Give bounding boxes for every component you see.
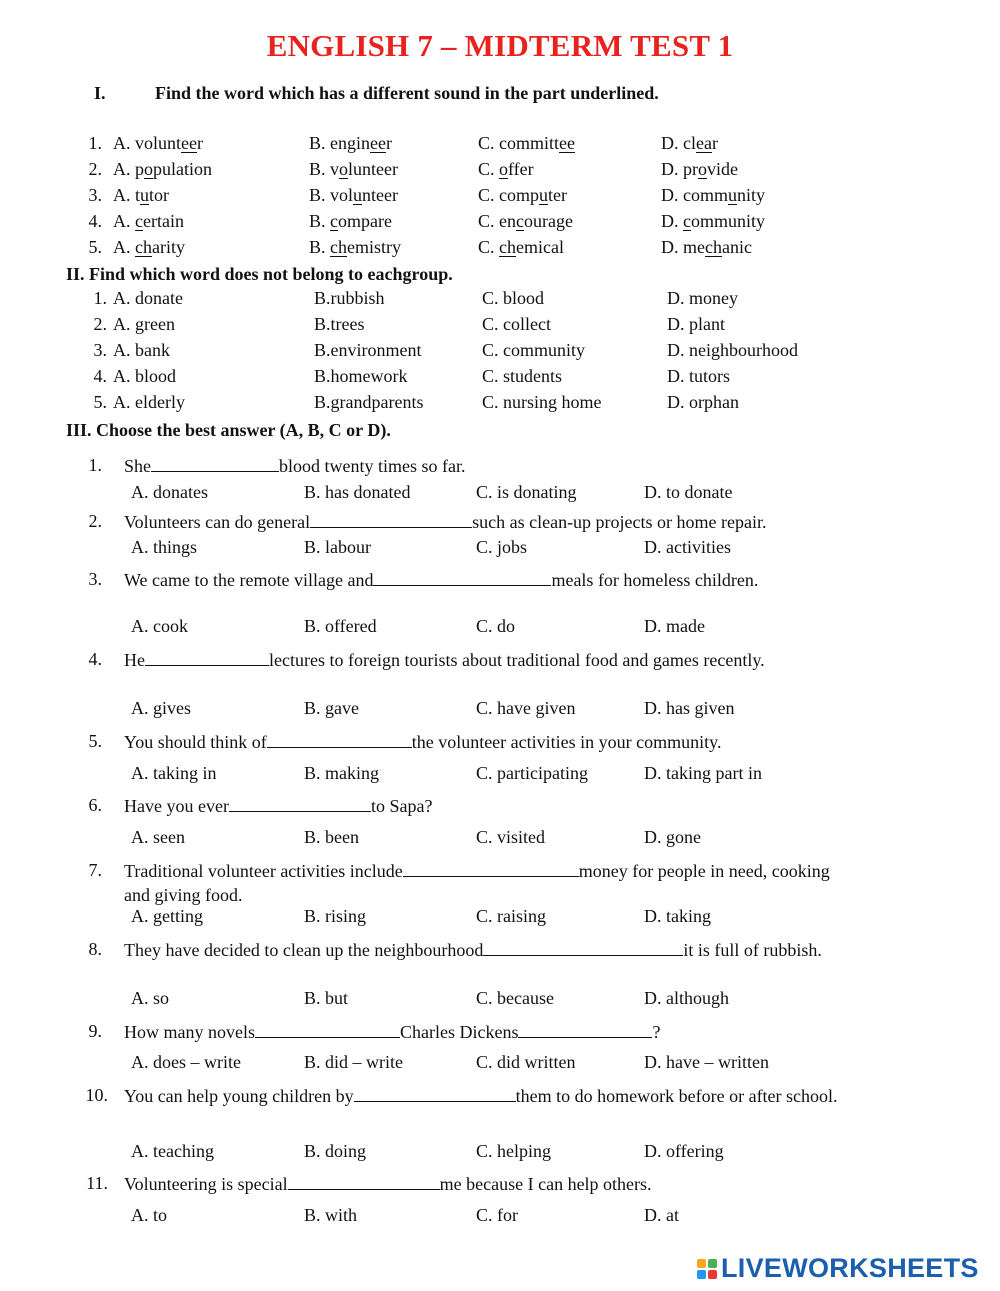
answer-blank[interactable] — [373, 569, 551, 586]
answer-option[interactable]: A. donate — [113, 288, 183, 308]
question-text-part: How many novels — [124, 1022, 255, 1042]
item-number: 5. — [88, 237, 102, 257]
answer-option[interactable]: D. to donate — [644, 482, 733, 502]
answer-option[interactable]: A. gives — [131, 698, 191, 718]
option-text-before: C. en — [478, 211, 516, 231]
question-text-part: We came to the remote village and — [124, 570, 374, 590]
underlined-part: o — [339, 159, 349, 179]
answer-option[interactable]: A. does – write — [131, 1052, 241, 1072]
answer-option[interactable]: D. orphan — [667, 392, 739, 412]
underlined-part: u — [539, 185, 548, 205]
question-text-part: meals for homeless children. — [551, 570, 759, 590]
answer-option[interactable]: C. jobs — [476, 537, 528, 557]
option-text-before: B. — [309, 237, 331, 257]
question-text-part: Volunteering is special — [124, 1174, 288, 1194]
answer-option[interactable] — [478, 133, 575, 154]
answer-option[interactable] — [113, 211, 184, 232]
underlined-part: u — [728, 185, 737, 205]
question-number: 1. — [88, 455, 102, 475]
answer-option[interactable]: C. did written — [476, 1052, 576, 1072]
answer-option[interactable]: B. has donated — [304, 482, 411, 502]
answer-option[interactable]: C. raising — [476, 906, 546, 926]
question-number: 10. — [85, 1085, 108, 1105]
option-text-before: C. comp — [478, 185, 539, 205]
answer-option[interactable] — [309, 133, 392, 154]
question-text-part: to Sapa? — [370, 796, 433, 816]
answer-option[interactable]: C. do — [476, 616, 516, 636]
answer-option[interactable]: C. nursing home — [482, 392, 602, 412]
underlined-part: ee — [370, 133, 386, 153]
answer-option[interactable]: B. offered — [304, 616, 377, 636]
answer-option[interactable]: D. money — [667, 288, 738, 308]
option-text-before: D. cl — [661, 133, 696, 153]
option-text-before: D. me — [661, 237, 705, 257]
option-text-before: A. — [113, 237, 135, 257]
question-number: 4. — [88, 649, 102, 669]
item-number: 4. — [93, 366, 107, 386]
answer-blank[interactable] — [403, 860, 579, 877]
answer-option[interactable]: B. labour — [304, 537, 371, 557]
option-text-after: r — [197, 133, 203, 153]
option-text-after: tor — [149, 185, 169, 205]
question-text-part: me because I can help others. — [439, 1174, 652, 1194]
question-number: 8. — [88, 939, 102, 959]
answer-blank[interactable] — [145, 649, 269, 666]
option-text-before: B. engin — [309, 133, 370, 153]
underlined-part: ch — [705, 237, 722, 257]
question-number: 11. — [86, 1173, 108, 1193]
option-text-before: A. p — [113, 159, 144, 179]
answer-option[interactable] — [478, 211, 573, 232]
answer-option[interactable]: D. taking — [644, 906, 711, 926]
answer-option[interactable]: C. collect — [482, 314, 551, 334]
answer-blank[interactable] — [151, 455, 279, 472]
underlined-part: c — [330, 211, 339, 231]
question-text-part: blood twenty times so far. — [279, 456, 466, 476]
answer-blank[interactable] — [354, 1085, 516, 1102]
underlined-part: ch — [499, 237, 517, 257]
option-text-after: ourage — [524, 211, 573, 231]
liveworksheets-logo[interactable] — [697, 1253, 979, 1284]
question-text-part: They have decided to clean up the neighbourhood — [124, 940, 484, 960]
underlined-part: o — [499, 159, 509, 179]
underlined-part: ch — [135, 237, 152, 257]
answer-option[interactable]: B.grandparents — [314, 392, 424, 412]
item-number: 2. — [88, 159, 102, 179]
answer-option[interactable] — [113, 159, 212, 180]
question-text-part: You should think of — [124, 732, 267, 752]
answer-option[interactable] — [661, 133, 718, 154]
answer-option[interactable] — [309, 211, 392, 232]
answer-option[interactable]: D. tutors — [667, 366, 730, 386]
option-text-before: A. t — [113, 185, 140, 205]
option-text-after: arity — [152, 237, 185, 257]
underlined-part: u — [140, 185, 149, 205]
answer-option[interactable]: B. been — [304, 827, 359, 847]
underlined-part: u — [353, 185, 363, 205]
answer-option[interactable]: D. taking part in — [644, 763, 762, 783]
answer-option[interactable]: B. but — [304, 988, 349, 1008]
answer-option[interactable] — [309, 159, 398, 180]
item-number: 4. — [88, 211, 102, 231]
answer-option[interactable]: C. helping — [476, 1141, 551, 1161]
answer-option[interactable]: D. offering — [644, 1141, 724, 1161]
answer-option[interactable]: D. made — [644, 616, 705, 636]
answer-option[interactable] — [661, 237, 752, 258]
answer-blank[interactable] — [229, 795, 371, 812]
answer-option[interactable]: A. blood — [113, 366, 176, 386]
answer-option[interactable]: A. green — [113, 314, 175, 334]
answer-blank[interactable] — [288, 1173, 440, 1190]
option-text-before: B. vol — [309, 185, 354, 205]
answer-option[interactable]: C. for — [476, 1205, 518, 1225]
section-1-heading: Find the word which has a different sound in the part underlined. — [155, 83, 659, 103]
question-number: 6. — [88, 795, 102, 815]
question-text — [124, 569, 758, 591]
question-text-part: lectures to foreign tourists about traditional food and games recently. — [269, 650, 765, 670]
answer-option[interactable] — [478, 185, 567, 206]
underlined-part: c — [683, 211, 691, 231]
question-text-continued: and giving food. — [124, 885, 243, 905]
answer-option[interactable]: D. neighbourhood — [667, 340, 798, 360]
underlined-part: o — [144, 159, 153, 179]
answer-option[interactable] — [478, 237, 564, 258]
option-text-after: r — [711, 133, 718, 153]
option-text-before: D. — [661, 211, 683, 231]
item-number: 3. — [93, 340, 107, 360]
answer-option[interactable]: C. blood — [482, 288, 545, 308]
answer-option[interactable]: A. so — [131, 988, 170, 1008]
underlined-part: ch — [330, 237, 348, 257]
option-text-before: D. pr — [661, 159, 698, 179]
question-text — [124, 860, 830, 882]
question-text — [124, 795, 432, 817]
answer-option[interactable] — [661, 185, 765, 206]
answer-blank[interactable] — [267, 731, 412, 748]
answer-option[interactable]: D. activities — [644, 537, 731, 557]
option-text-after: pulation — [153, 159, 212, 179]
answer-option[interactable]: D. have – written — [644, 1052, 769, 1072]
option-text-after: ffer — [508, 159, 534, 179]
answer-option[interactable] — [309, 185, 398, 206]
option-text-after: ter — [548, 185, 567, 205]
question-text — [124, 1021, 660, 1043]
question-text-part: Charles Dickens — [399, 1022, 519, 1042]
question-number: 2. — [88, 511, 102, 531]
answer-option[interactable]: B.homework — [314, 366, 408, 386]
answer-option[interactable]: C. is donating — [476, 482, 577, 502]
answer-option[interactable]: D. gone — [644, 827, 701, 847]
question-text — [124, 1173, 652, 1195]
logo-text: LIVEWORKSHEETS — [721, 1253, 979, 1283]
answer-option[interactable]: C. have given — [476, 698, 576, 718]
answer-option[interactable]: B.environment — [314, 340, 422, 360]
question-text-part: such as clean-up projects or home repair. — [472, 512, 767, 532]
question-text — [124, 649, 765, 671]
option-text-after: vide — [707, 159, 738, 179]
answer-option[interactable]: A. teaching — [131, 1141, 214, 1161]
answer-option[interactable] — [113, 133, 203, 154]
option-text-before: C. — [478, 159, 500, 179]
answer-blank[interactable] — [310, 511, 472, 528]
question-text — [124, 1085, 838, 1107]
answer-blank[interactable] — [483, 939, 683, 956]
question-text-part: She — [124, 456, 151, 476]
answer-option[interactable]: A. cook — [131, 616, 188, 636]
answer-option[interactable]: B.rubbish — [314, 288, 385, 308]
item-number: 1. — [93, 288, 107, 308]
option-text-before: A. — [113, 211, 135, 231]
answer-option[interactable] — [661, 159, 738, 180]
answer-option[interactable] — [478, 159, 534, 180]
section-2-heading: II. Find which word does not belong to eachgroup. — [66, 264, 453, 284]
liveworksheets-logo-icon — [697, 1259, 717, 1279]
question-number: 9. — [88, 1021, 102, 1041]
option-text-before: D. comm — [661, 185, 728, 205]
question-number: 7. — [88, 860, 102, 880]
answer-option[interactable]: A. donates — [131, 482, 208, 502]
question-text-part: money for people in need, cooking — [578, 861, 830, 881]
item-number: 5. — [93, 392, 107, 412]
question-text-part: the volunteer activities in your community. — [411, 732, 722, 752]
question-text-part: them to do homework before or after school. — [515, 1086, 838, 1106]
question-text-part: it is full of rubbish. — [683, 940, 822, 960]
option-text-after: nity — [737, 185, 766, 205]
question-text-part: ? — [652, 1022, 661, 1042]
answer-option[interactable]: B.trees — [314, 314, 365, 334]
answer-option[interactable]: B. making — [304, 763, 379, 783]
answer-option[interactable]: A. elderly — [113, 392, 185, 412]
underlined-part: ea — [696, 133, 712, 153]
answer-option[interactable]: C. because — [476, 988, 554, 1008]
option-text-before: C. committ — [478, 133, 559, 153]
question-text-part: Have you ever — [124, 796, 229, 816]
underlined-part: c — [135, 211, 143, 231]
answer-option[interactable] — [661, 211, 765, 232]
answer-blank[interactable] — [518, 1021, 652, 1038]
option-text-after: emistry — [347, 237, 402, 257]
answer-option[interactable] — [309, 237, 401, 258]
underlined-part: o — [698, 159, 707, 179]
item-number: 3. — [88, 185, 102, 205]
answer-option[interactable] — [113, 237, 185, 258]
section-3-heading: III. Choose the best answer (A, B, C or D). — [66, 420, 391, 440]
option-text-after: emical — [516, 237, 564, 257]
question-text — [124, 455, 465, 477]
option-text-before: C. — [478, 237, 500, 257]
answer-option[interactable]: A. seen — [131, 827, 185, 847]
answer-option[interactable]: B. rising — [304, 906, 367, 926]
underlined-part: ee — [559, 133, 575, 153]
answer-option[interactable] — [113, 185, 169, 206]
answer-option[interactable]: C. students — [482, 366, 563, 386]
answer-option[interactable]: A. things — [131, 537, 198, 557]
option-text-after: r — [385, 133, 392, 153]
question-number: 3. — [88, 569, 102, 589]
page-title: ENGLISH 7 – MIDTERM TEST 1 — [266, 28, 734, 63]
question-text-part: Volunteers can do general — [124, 512, 311, 532]
answer-option[interactable]: D. plant — [667, 314, 725, 334]
option-text-before: B. — [309, 211, 331, 231]
section-1-roman: I. — [94, 83, 106, 103]
option-text-after: ompare — [338, 211, 392, 231]
answer-blank[interactable] — [255, 1021, 400, 1038]
answer-option[interactable]: B. gave — [304, 698, 359, 718]
answer-option[interactable]: B. with — [304, 1205, 358, 1225]
option-text-after: ommunity — [691, 211, 766, 231]
item-number: 1. — [88, 133, 102, 153]
question-text — [124, 939, 822, 961]
option-text-before: A. volunt — [113, 133, 182, 153]
question-number: 5. — [88, 731, 102, 751]
question-text-part: He — [124, 650, 145, 670]
answer-option[interactable]: C. community — [482, 340, 585, 360]
answer-option[interactable]: C. visited — [476, 827, 546, 847]
question-text-part: You can help young children by — [124, 1086, 354, 1106]
option-text-after: anic — [722, 237, 752, 257]
question-text — [124, 731, 721, 753]
answer-option[interactable]: D. has given — [644, 698, 735, 718]
question-text — [124, 511, 767, 533]
option-text-after: lunteer — [348, 159, 398, 179]
answer-option[interactable]: A. bank — [113, 340, 170, 360]
option-text-after: ertain — [143, 211, 184, 231]
answer-option[interactable]: A. taking in — [131, 763, 217, 783]
underlined-part: c — [516, 211, 524, 231]
question-text-part: Traditional volunteer activities include — [124, 861, 403, 881]
answer-option[interactable]: A. getting — [131, 906, 203, 926]
answer-option[interactable]: C. participating — [476, 763, 588, 783]
answer-option[interactable]: D. at — [644, 1205, 679, 1225]
answer-option[interactable]: A. to — [131, 1205, 167, 1225]
underlined-part: ee — [181, 133, 197, 153]
option-text-after: nteer — [362, 185, 398, 205]
item-number: 2. — [93, 314, 107, 334]
option-text-before: B. v — [309, 159, 340, 179]
answer-option[interactable]: B. did – write — [304, 1052, 403, 1072]
answer-option[interactable]: B. doing — [304, 1141, 367, 1161]
answer-option[interactable]: D. although — [644, 988, 729, 1008]
